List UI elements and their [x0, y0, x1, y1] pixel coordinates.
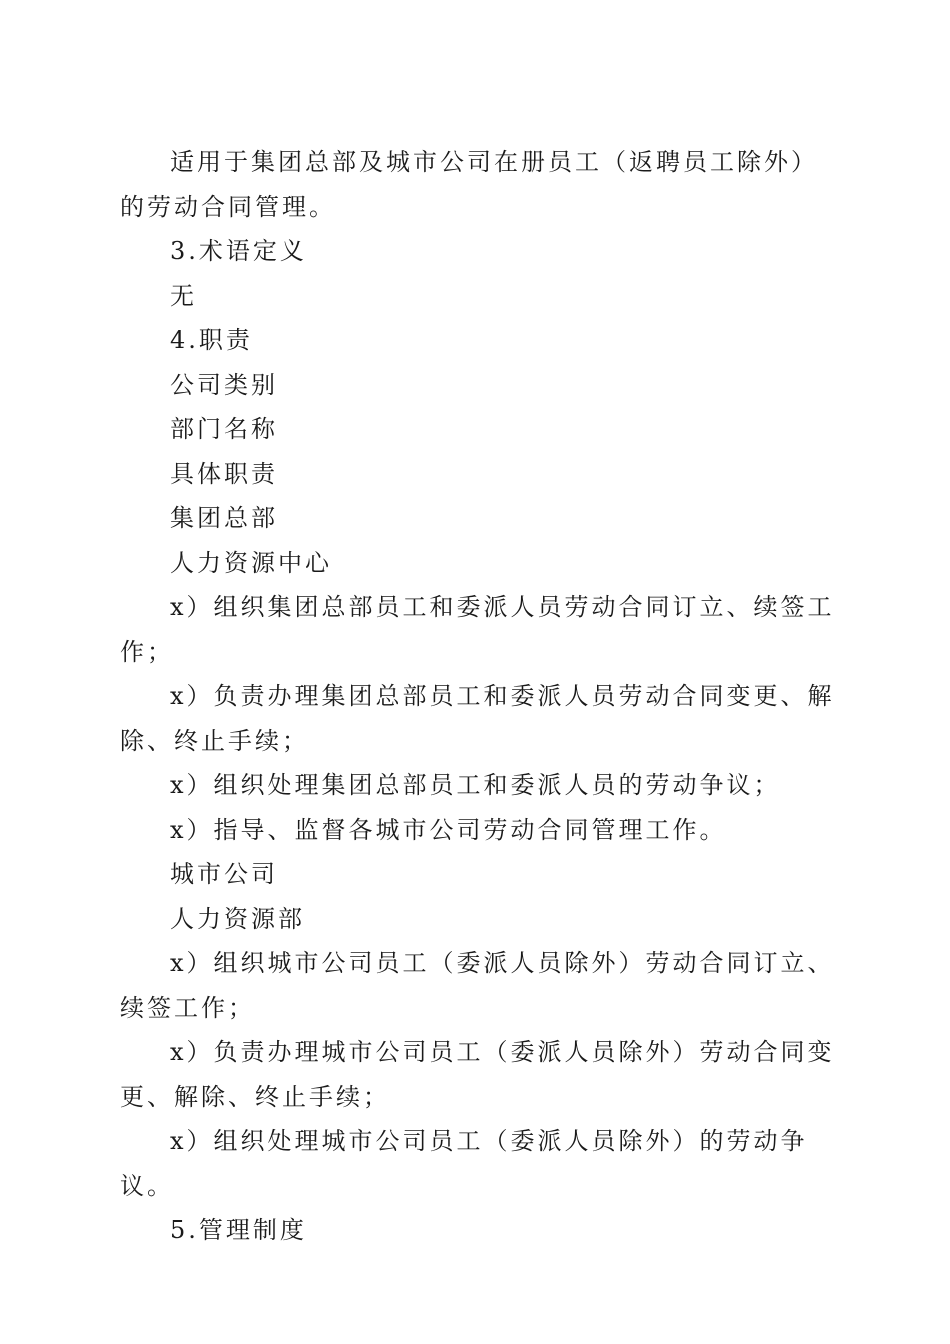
duty-item: x）负责办理城市公司员工（委派人员除外）劳动合同变更、解除、终止手续；	[120, 1038, 835, 1111]
duty-item: x）组织城市公司员工（委派人员除外）劳动合同订立、续签工作；	[120, 949, 835, 1022]
document-body	[120, 140, 840, 1253]
table-header-company-type: 公司类别	[170, 370, 278, 399]
duty-item: x）组织集团总部员工和委派人员劳动合同订立、续签工作；	[120, 593, 835, 666]
terms-content: 无	[170, 281, 197, 310]
duty-item: x）组织处理城市公司员工（委派人员除外）的劳动争议。	[120, 1127, 808, 1200]
company-type-city: 城市公司	[170, 860, 278, 888]
department-hr: 人力资源部	[170, 904, 305, 933]
table-header-duties: 具体职责	[170, 459, 278, 488]
duty-item: x）指导、监督各城市公司劳动合同管理工作。	[170, 815, 727, 844]
company-type-headquarters: 集团总部	[170, 504, 278, 532]
table-header-department: 部门名称	[170, 415, 278, 443]
duty-item: x）组织处理集团总部员工和委派人员的劳动争议；	[170, 771, 781, 799]
duty-item: x）负责办理集团总部员工和委派人员劳动合同变更、解除、终止手续；	[120, 682, 835, 755]
department-hr-center: 人力资源中心	[170, 548, 332, 577]
section-heading-duties: 4.职责	[170, 326, 253, 354]
section-heading-management: 5.管理制度	[170, 1216, 307, 1244]
section-heading-terms: 3.术语定义	[170, 237, 307, 265]
scope-paragraph: 适用于集团总部及城市公司在册员工（返聘员工除外）的劳动合同管理。	[120, 148, 818, 221]
